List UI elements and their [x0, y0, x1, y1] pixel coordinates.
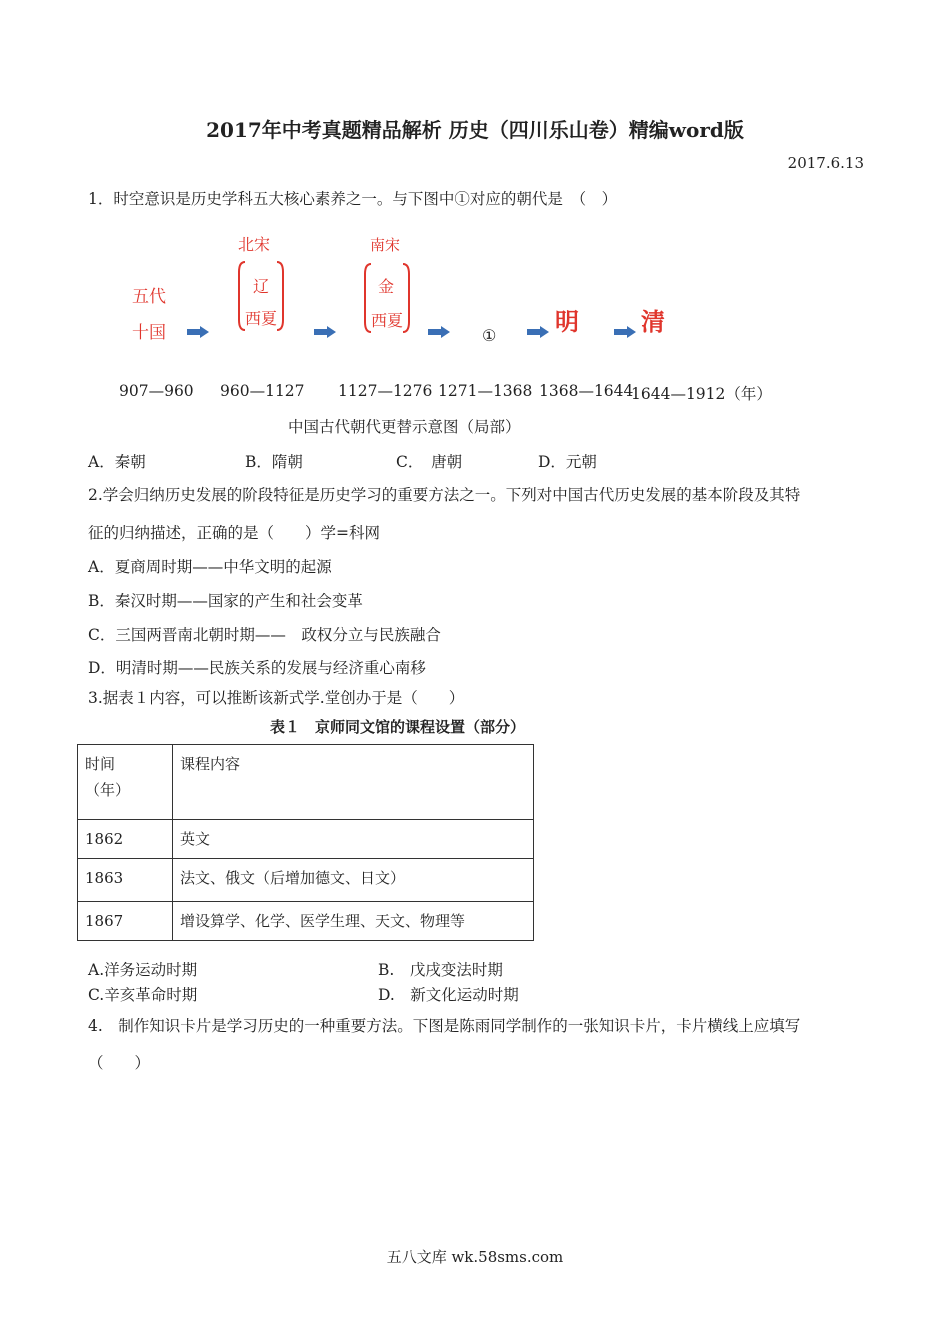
- q3-option-d: D. 新文化运动时期: [378, 986, 519, 1004]
- q3-stem: 3.据表１内容，可以推断该新式学.堂创办于是（ ）: [88, 689, 465, 707]
- q4-stem-line2: （ ）: [88, 1054, 151, 1072]
- q1-option-d: D．元朝: [538, 453, 597, 471]
- q3-option-a: A.洋务运动时期: [88, 961, 198, 979]
- label-xixia: 西夏: [245, 309, 278, 328]
- label-wudai: 五代: [132, 287, 166, 307]
- period-2: 1127—1276: [338, 382, 433, 400]
- row-content: 法文、俄文（后增加德文、日文）: [173, 859, 534, 902]
- q2-option-a: A．夏商周时期——中华文明的起源: [88, 558, 332, 576]
- label-nansong: 南宋: [370, 236, 401, 254]
- arrow-icon: [314, 326, 336, 338]
- arrow-icon: [187, 326, 209, 338]
- table-row: [78, 859, 534, 902]
- label-xixia-2: 西夏: [371, 311, 404, 330]
- table-header-row: [78, 745, 534, 820]
- header-time: [78, 745, 173, 820]
- header-content: 课程内容: [173, 745, 534, 820]
- q4-stem-line1: 4. 制作知识卡片是学习历史的一种重要方法。下图是陈雨同学制作的一张知识卡片，卡片横线上应填写: [88, 1017, 801, 1035]
- q2-option-c: C．三国两晋南北朝时期—— 政权分立与民族融合: [88, 626, 441, 644]
- document-date: 2017.6.13: [787, 154, 864, 172]
- table-caption: 表１ 京师同文馆的课程设置（部分）: [270, 718, 526, 736]
- q2-stem-line2: 征的归纳描述，正确的是（ ）学=科网: [88, 524, 380, 542]
- label-qing: 清: [641, 308, 665, 336]
- header-time-unit: （年）: [85, 781, 131, 799]
- q1-option-b: B．隋朝: [245, 453, 303, 471]
- table-row: [78, 902, 534, 941]
- label-liao: 辽: [253, 277, 270, 296]
- document-title: 2017年中考真题精品解析 历史（四川乐山卷）精编word版: [206, 118, 744, 142]
- figure-caption: 中国古代朝代更替示意图（局部）: [288, 418, 521, 436]
- period-4: 1368—1644: [539, 382, 634, 400]
- q2-option-d: D．明清时期——民族关系的发展与经济重心南移: [88, 659, 426, 677]
- arrow-icon: [527, 326, 549, 338]
- period-1: 960—1127: [220, 382, 305, 400]
- row-year: 1862: [78, 820, 173, 859]
- period-0: 907—960: [119, 382, 194, 400]
- header-time-label: 时间: [85, 755, 116, 773]
- period-5: 1644—1912（年）: [631, 385, 772, 403]
- q3-option-c: C.辛亥革命时期: [88, 986, 198, 1004]
- row-content: 增设算学、化学、医学生理、天文、物理等: [173, 902, 534, 941]
- group-nan-song: [362, 234, 412, 334]
- q1-option-c: C． 唐朝: [396, 453, 463, 471]
- row-content: 英文: [173, 820, 534, 859]
- q2-option-b: B．秦汉时期——国家的产生和社会变革: [88, 592, 363, 610]
- course-table: [77, 744, 534, 941]
- arrow-icon: [614, 326, 636, 338]
- row-year: 1867: [78, 902, 173, 941]
- group-bei-song: [236, 232, 286, 332]
- label-jin: 金: [378, 277, 395, 296]
- q1-option-a: A．秦朝: [88, 453, 146, 471]
- q3-option-b: B. 戊戌变法时期: [378, 961, 503, 979]
- blank-marker: ①: [482, 326, 497, 345]
- period-3: 1271—1368: [438, 382, 533, 400]
- arrow-icon: [428, 326, 450, 338]
- label-beisong: 北宋: [238, 235, 271, 254]
- label-ming: 明: [555, 308, 579, 336]
- table-row: [78, 820, 534, 859]
- q2-stem-line1: 2.学会归纳历史发展的阶段特征是历史学习的重要方法之一。下列对中国古代历史发展的基本阶段及其特: [88, 486, 801, 504]
- label-shiguo: 十国: [132, 323, 166, 343]
- q1-stem: 1．时空意识是历史学科五大核心素养之一。与下图中①对应的朝代是 （ ）: [88, 190, 618, 208]
- page-footer: 五八文库 wk.58sms.com: [386, 1248, 564, 1266]
- row-year: 1863: [78, 859, 173, 902]
